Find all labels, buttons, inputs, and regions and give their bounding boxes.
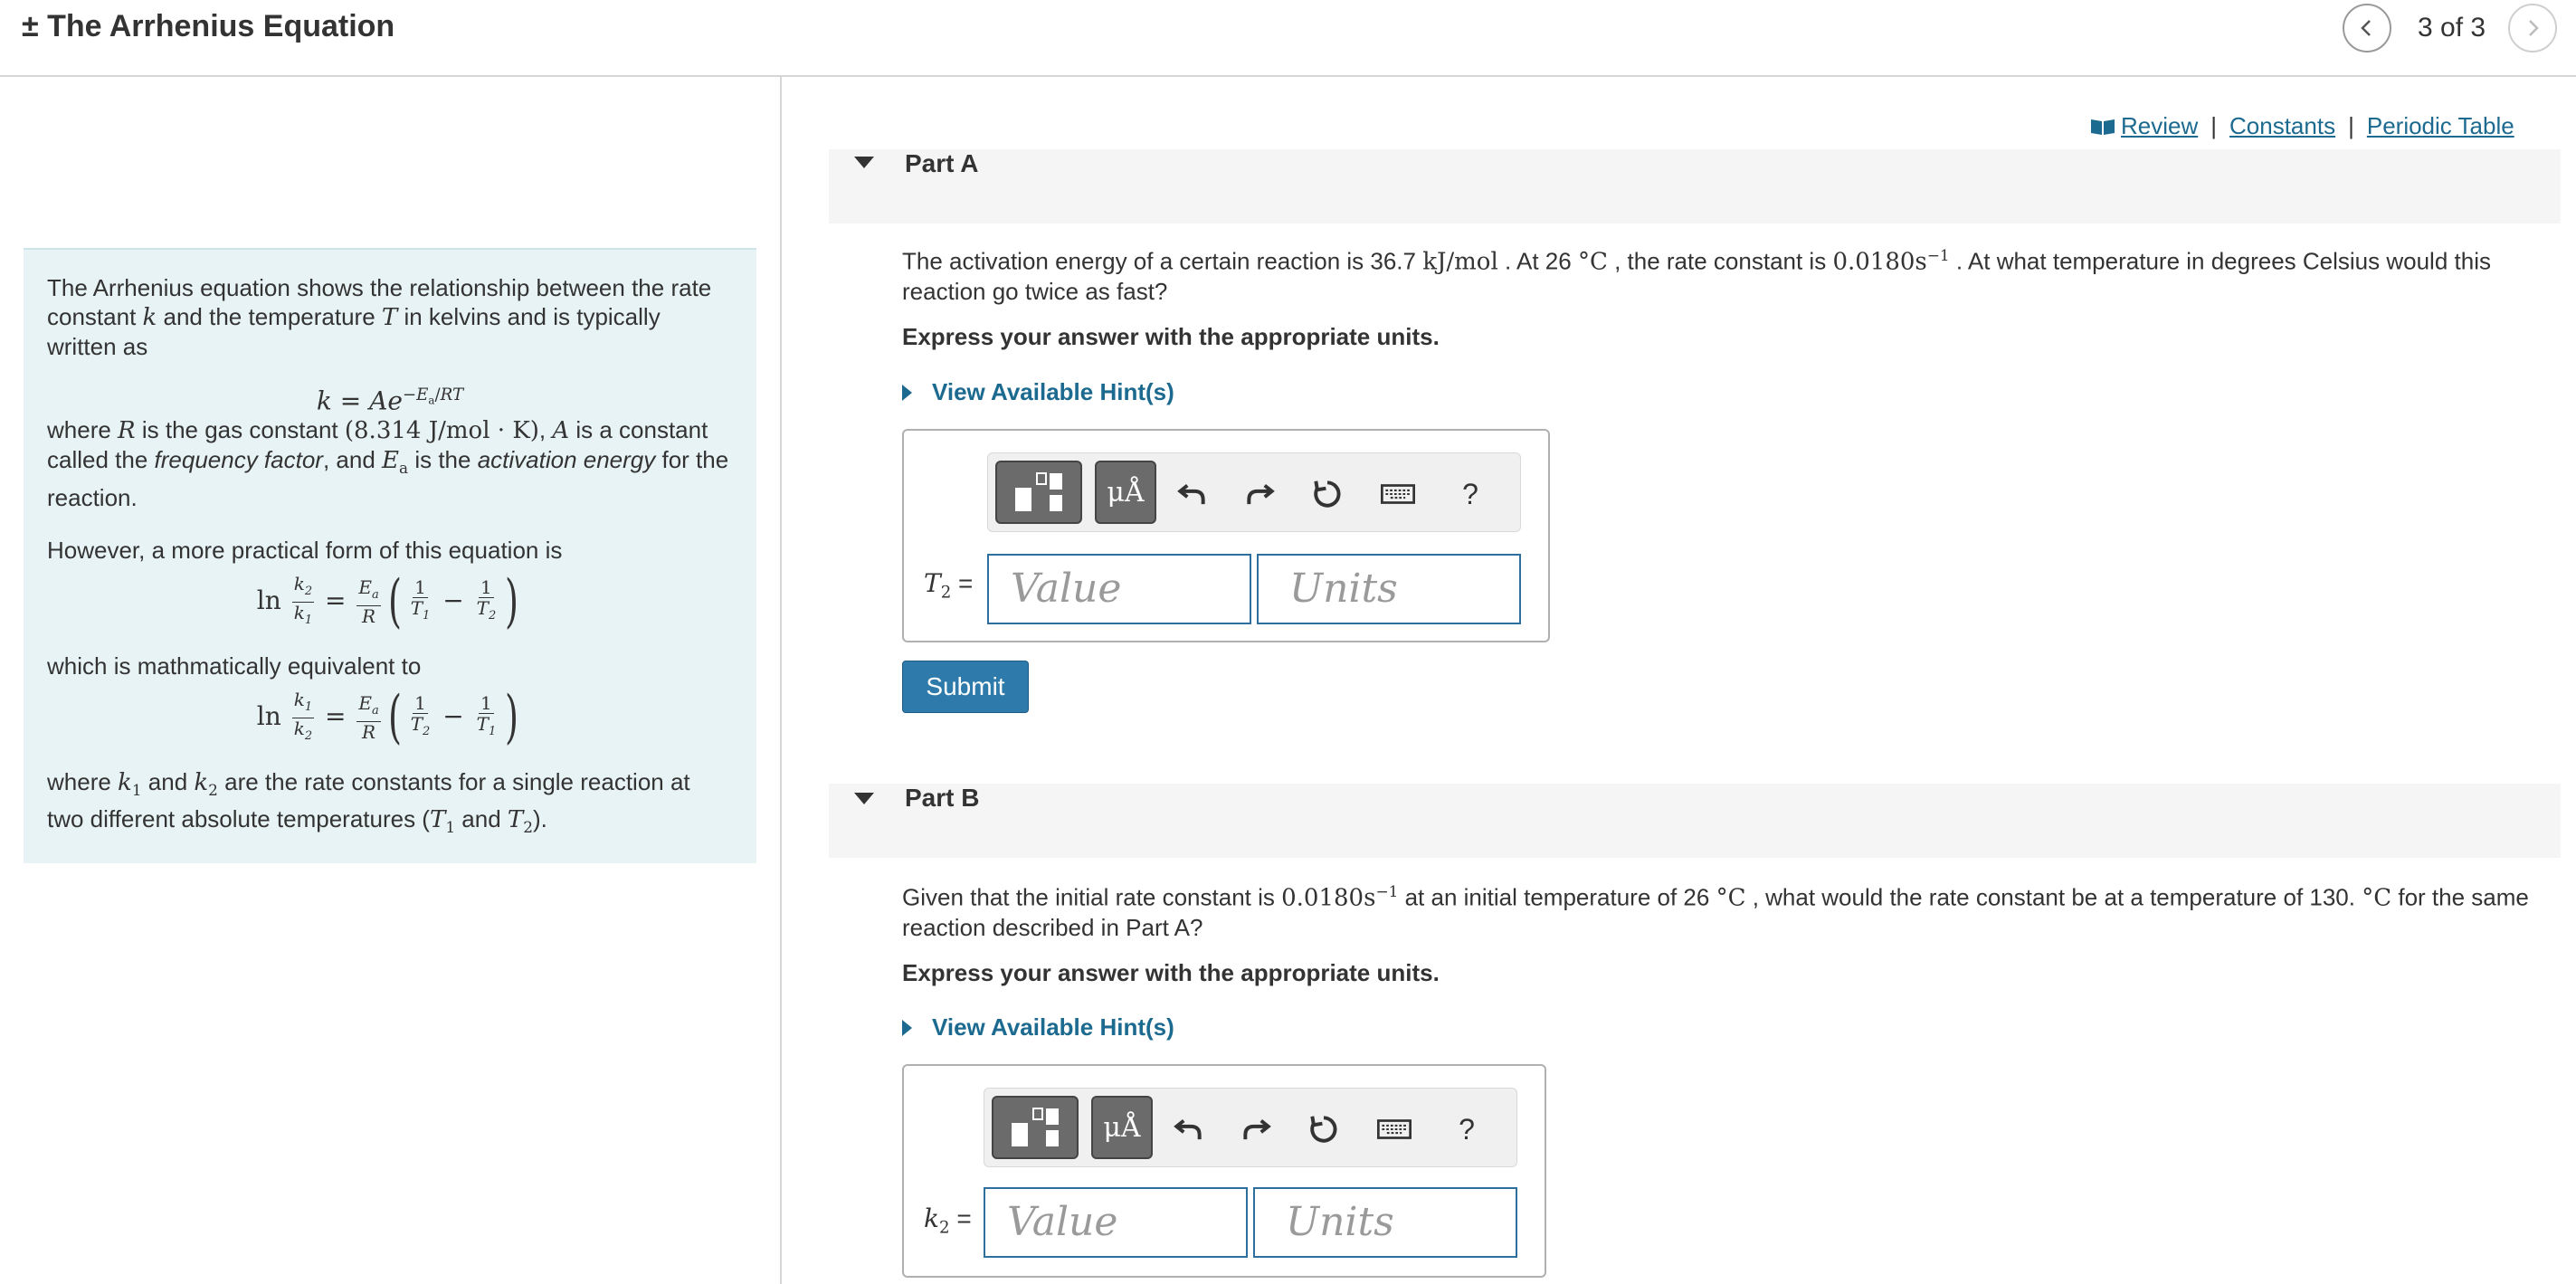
undo-button[interactable] [1169, 471, 1214, 517]
keyboard-icon [1381, 477, 1415, 511]
units-icon: μÅ [1107, 476, 1145, 509]
link-separator: | [2210, 112, 2218, 139]
units-input[interactable]: Units [1257, 554, 1521, 624]
column-divider [780, 77, 782, 1284]
resource-links [2090, 112, 2514, 140]
templates-button[interactable] [992, 1096, 1079, 1159]
page-title: ± The Arrhenius Equation [22, 9, 395, 43]
collapse-triangle-icon [854, 157, 874, 168]
help-button[interactable] [1444, 1107, 1489, 1152]
units-button[interactable] [1095, 461, 1156, 524]
help-icon: ? [1459, 1112, 1475, 1146]
intro-paragraph-4: which is mathmatically equivalent to [47, 652, 422, 680]
keyboard-button[interactable] [1372, 1107, 1417, 1152]
reset-button[interactable] [1305, 471, 1350, 517]
previous-button[interactable] [2343, 4, 2391, 52]
review-link[interactable]: Review [2121, 112, 2199, 139]
link-separator: | [2348, 112, 2354, 139]
caret-right-icon [902, 385, 912, 401]
redo-icon [1243, 477, 1278, 511]
book-icon [2090, 118, 2115, 136]
keyboard-icon [1377, 1112, 1412, 1146]
next-button[interactable] [2508, 4, 2557, 52]
templates-button[interactable] [995, 461, 1082, 524]
practical-equation: ln $\frac{k_2}{k_1}$ = $\frac{E_a}{R}$ ( $\frac{1}{T_1}$ − $\frac{1}{T_2}$ ) [256, 568, 519, 636]
templates-icon [1008, 1105, 1062, 1150]
part-b-instruction: Express your answer with the appropriate units. [902, 959, 1440, 986]
help-icon: ? [1462, 477, 1478, 510]
equivalent-equation: ln $\frac{k_1}{k_2}$ = $\frac{E_a}{R}$ ( $\frac{1}{T_2}$ − $\frac{1}{T_1}$ ) [256, 684, 519, 752]
undo-icon [1174, 477, 1209, 511]
intro-paragraph-5: where $k_1$ and $k_2$ are the rate constants for a single reaction at two different absolute temperatures ($T_1$ and $T_2$). [47, 767, 690, 836]
units-button[interactable] [1091, 1096, 1153, 1159]
submit-button[interactable]: Submit [902, 661, 1029, 713]
undo-icon [1171, 1112, 1205, 1146]
collapse-triangle-icon [854, 793, 874, 804]
reset-icon [1310, 477, 1345, 511]
part-a-header[interactable] [829, 149, 2561, 224]
undo-button[interactable] [1165, 1107, 1211, 1152]
part-a-hint-toggle[interactable]: View Available Hint(s) [902, 378, 1174, 406]
help-button[interactable] [1448, 471, 1493, 517]
page-header [0, 0, 2576, 77]
intro-paragraph-1: The Arrhenius equation shows the relationship between the rate constant k and the temperature T in kelvins and is typically written as [47, 274, 712, 360]
answer-variable-label: $T_2$ = [924, 568, 974, 603]
redo-button[interactable] [1234, 1107, 1279, 1152]
units-input[interactable]: Units [1253, 1187, 1517, 1258]
caret-right-icon [902, 1020, 912, 1036]
answer-variable-label: $k_2$ = [924, 1203, 972, 1238]
keyboard-button[interactable] [1375, 471, 1421, 517]
reset-button[interactable] [1301, 1107, 1346, 1152]
arrhenius-equation: $k = Ae^{-E_a/RT}$ [316, 385, 464, 416]
part-a-instruction: Express your answer with the appropriate units. [902, 323, 1440, 350]
part-b-label: Part B [905, 784, 980, 812]
chevron-left-icon [2356, 17, 2378, 39]
intro-panel [24, 248, 756, 863]
redo-icon [1240, 1112, 1274, 1146]
part-b-header[interactable] [829, 784, 2561, 858]
part-a-question: The activation energy of a certain reaction is 36.7 kJ/mol . At 26 °C , the rate constant is $0.0180s^{-1}$ . At what temperature in degrees Celsius would this reaction go twice as fast? [902, 246, 2491, 305]
part-b-hint-toggle[interactable]: View Available Hint(s) [902, 1013, 1174, 1041]
math-toolbar [987, 452, 1521, 532]
math-toolbar [984, 1088, 1517, 1167]
page-counter: 3 of 3 [2418, 13, 2486, 43]
value-input[interactable]: Value [987, 554, 1251, 624]
part-b-answer-box [902, 1064, 1546, 1278]
intro-paragraph-3: However, a more practical form of this equation is [47, 536, 563, 564]
part-a-label: Part A [905, 149, 979, 177]
intro-paragraph-2: where R is the gas constant (8.314 J/mol · K), A is a constant called the frequency factor, and $E_a$ is the activation energy for the reaction. [47, 416, 729, 511]
part-b-question: Given that the initial rate constant is $0.0180s^{-1}$ at an initial temperature of 26 °C , what would the rate constant be at a temperature of 130. °C for the same reaction described in Part A? [902, 882, 2529, 941]
periodic-table-link[interactable]: Periodic Table [2366, 112, 2514, 139]
constants-link[interactable]: Constants [2229, 112, 2336, 139]
value-input[interactable]: Value [984, 1187, 1248, 1258]
redo-button[interactable] [1238, 471, 1283, 517]
part-a-answer-box [902, 429, 1550, 642]
reset-icon [1307, 1112, 1341, 1146]
chevron-right-icon [2522, 17, 2543, 39]
templates-icon [1012, 470, 1066, 515]
units-icon: μÅ [1103, 1111, 1141, 1144]
